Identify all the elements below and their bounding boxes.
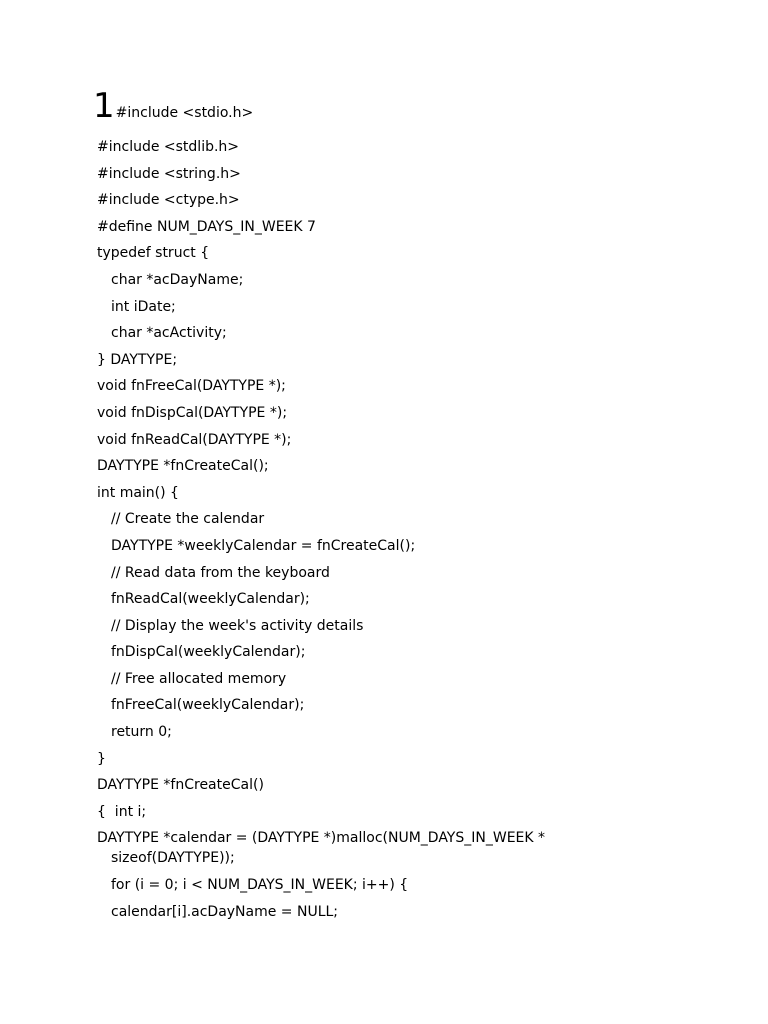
code-line-21: fnDispCal(weeklyCalendar); — [111, 644, 306, 661]
code-line-6: typedef struct { — [97, 245, 210, 262]
code-line-15: int main() { — [97, 484, 179, 501]
code-line-25: } — [97, 750, 106, 767]
code-line-16: // Create the calendar — [111, 511, 265, 528]
code-block — [97, 137, 697, 929]
code-line-18: // Read data from the keyboard — [111, 564, 330, 581]
code-line-28: DAYTYPE *calendar = (DAYTYPE *)malloc(NUM_DAYS_IN_WEEK * sizeof(DAYTYPE)); — [97, 830, 546, 867]
code-line-7: char *acDayName; — [111, 271, 244, 288]
code-line-2: #include <stdlib.h> — [97, 139, 240, 155]
code-line-20: // Display the week's activity details — [111, 617, 364, 634]
code-line-19: fnReadCal(weeklyCalendar); — [111, 591, 310, 608]
code-line-22: // Free allocated memory — [111, 670, 287, 687]
code-line-3: #include <string.h> — [97, 165, 241, 182]
code-line-13: void fnReadCal(DAYTYPE *); — [97, 431, 292, 448]
code-line-4: #include <ctype.h> — [97, 192, 240, 209]
code-line-8: int iDate; — [111, 298, 176, 315]
code-line-5: #define NUM_DAYS_IN_WEEK 7 — [97, 218, 316, 235]
code-line-9: char *acActivity; — [111, 325, 227, 342]
code-line-23: fnFreeCal(weeklyCalendar); — [111, 697, 305, 714]
code-line-12: void fnDispCal(DAYTYPE *); — [97, 404, 288, 421]
code-line-14: DAYTYPE *fnCreateCal(); — [97, 458, 269, 475]
code-line-11: void fnFreeCal(DAYTYPE *); — [97, 378, 286, 395]
code-line-27: { int i; — [97, 803, 147, 820]
code-line-24: return 0; — [111, 724, 172, 741]
code-line-30: calendar[i].acDayName = NULL; — [111, 904, 339, 921]
code-line-26: DAYTYPE *fnCreateCal() — [97, 777, 264, 794]
page-number: 1 — [93, 86, 115, 126]
code-line-17: DAYTYPE *weeklyCalendar = fnCreateCal(); — [111, 537, 416, 554]
first-row — [93, 88, 253, 124]
code-line-10: } DAYTYPE; — [97, 351, 178, 368]
code-line-1: #include <stdio.h> — [115, 105, 254, 121]
code-line-29: for (i = 0; i < NUM_DAYS_IN_WEEK; i++) { — [111, 877, 409, 894]
